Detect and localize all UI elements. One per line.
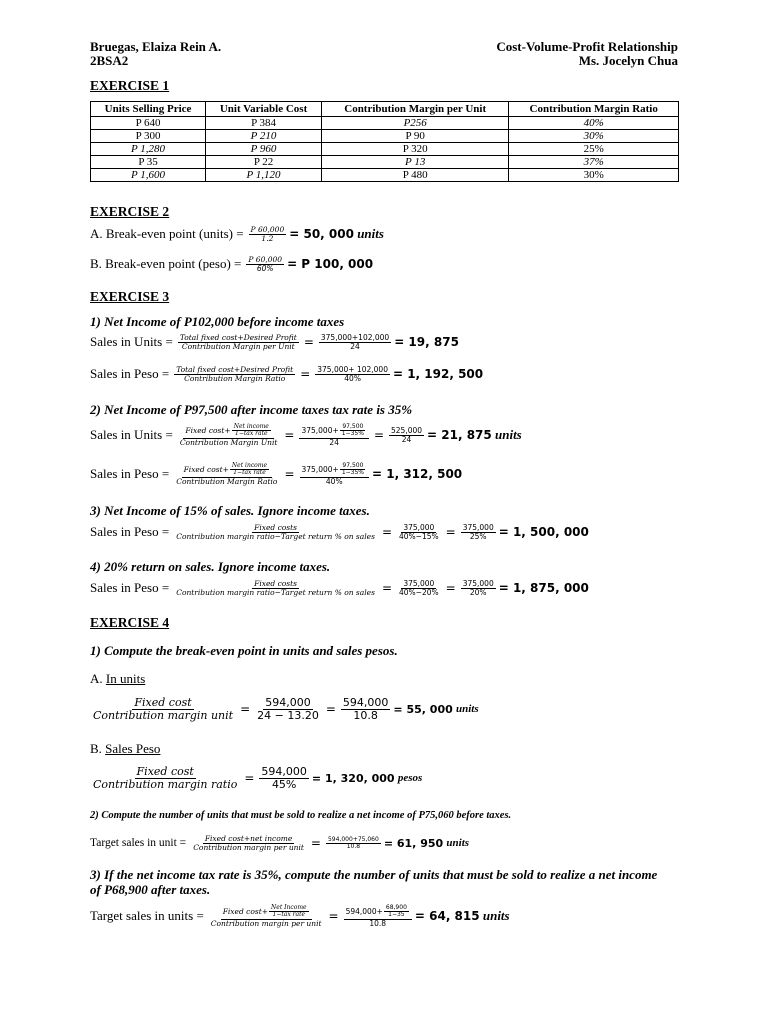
fixed-cost-value: 375,000+ <box>301 425 339 435</box>
numerator: P 60,000 <box>250 225 285 234</box>
numerator: Total fixed cost+Desired Profit <box>179 333 297 342</box>
equation-label: Sales in Peso = <box>90 580 170 596</box>
equals-sign: = <box>381 525 393 540</box>
equals-sign: = <box>310 836 321 851</box>
equals-sign: = <box>445 581 456 596</box>
nested-fraction <box>230 463 269 477</box>
numerator <box>221 905 312 920</box>
numerator: 594,000 <box>265 696 311 709</box>
table-cell: P 640 <box>91 117 206 130</box>
column-header: Units Selling Price <box>91 102 206 117</box>
denominator: 1−tax rate <box>235 430 268 438</box>
formula-fraction <box>174 463 279 485</box>
breakeven-peso-equation <box>90 256 373 273</box>
numerator: Net income <box>233 423 269 430</box>
table-cell: P 90 <box>322 130 509 143</box>
table-cell: P 384 <box>206 117 322 130</box>
equals-sign: = <box>325 702 336 717</box>
table-cell: P 35 <box>91 156 206 169</box>
result: = 1, 312, 500 <box>372 467 463 482</box>
equals-sign: = <box>240 702 251 717</box>
equals-sign: = <box>381 581 393 596</box>
result-unit: pesos <box>397 772 423 785</box>
exercise-4-title: EXERCISE 4 <box>90 615 170 630</box>
numerator <box>183 424 273 439</box>
denominator: 1−35% <box>341 469 364 477</box>
numerator: 97,500 <box>342 423 364 430</box>
table-cell: P 210 <box>206 130 322 143</box>
value-fraction <box>326 837 381 851</box>
value-fraction <box>299 424 369 446</box>
result-unit: units <box>456 703 479 716</box>
table-cell: P 320 <box>322 143 509 156</box>
denominator: Contribution Margin per Unit <box>181 341 295 351</box>
denominator: 24 <box>329 437 339 447</box>
denominator: Contribution Margin Ratio <box>176 476 278 486</box>
formula-fraction <box>174 366 295 383</box>
denominator: Contribution Margin Ratio <box>184 373 286 383</box>
table-cell: P 22 <box>206 156 322 169</box>
heading-text: Sales Peso <box>105 741 161 756</box>
numerator: 594,000 <box>342 696 389 709</box>
numerator: Fixed cost <box>134 696 192 709</box>
table-cell: P 13 <box>322 156 509 169</box>
heading-prefix: B. <box>90 741 106 756</box>
denominator: 45% <box>271 777 297 791</box>
fixed-cost-term: Fixed cost+ <box>185 425 231 435</box>
formula-fraction <box>174 524 377 541</box>
question-heading-line-2: of P68,900 after taxes. <box>90 882 211 897</box>
equation-label: Sales in Peso = <box>90 466 170 482</box>
denominator: 10.8 <box>346 842 361 850</box>
formula-fraction <box>178 424 280 446</box>
nested-fraction <box>340 463 366 477</box>
fixed-cost-term: Fixed cost+ <box>222 906 269 916</box>
result: = 61, 950 <box>383 836 444 850</box>
equation-label: A. Break-even point (units) = <box>90 226 244 242</box>
value-fraction <box>344 905 412 927</box>
denominator: Contribution margin unit <box>93 708 234 722</box>
breakeven-units-equation <box>88 697 479 721</box>
numerator <box>299 424 369 439</box>
result: = 64, 815 <box>414 909 480 924</box>
column-header: Contribution Margin Ratio <box>509 102 679 117</box>
value-fraction <box>255 697 321 721</box>
table-row <box>91 143 679 156</box>
denominator: 40% <box>325 476 343 486</box>
denominator: Contribution margin ratio−Target return % on sales <box>176 531 375 541</box>
equals-sign: = <box>300 367 311 382</box>
result-unit: units <box>495 427 522 443</box>
result-unit: units <box>446 837 470 850</box>
fixed-cost-value: 594,000+ <box>345 906 383 916</box>
table-cell: P 1,280 <box>91 143 206 156</box>
nested-fraction <box>340 424 366 438</box>
sales-peso-heading <box>90 741 160 757</box>
q2-target-sales-equation <box>90 835 469 852</box>
numerator: 375,000 <box>462 579 494 588</box>
q3-target-sales-equation <box>90 905 510 927</box>
numerator: Total fixed cost+Desired Profit <box>176 365 294 374</box>
numerator: 68,900 <box>385 904 407 911</box>
denominator: Contribution margin per unit <box>193 842 304 852</box>
question-heading: 2) Compute the number of units that must be sold to realize a net income of P75,060 before taxes. <box>90 810 512 821</box>
q2-sales-units-equation <box>90 424 522 446</box>
table-cell: 40% <box>509 117 679 130</box>
denominator: 1−35 <box>388 911 405 919</box>
value-fraction <box>319 334 391 351</box>
in-units-heading <box>90 671 145 687</box>
numerator: 97,500 <box>342 462 364 469</box>
numerator <box>182 463 272 478</box>
q3-sales-peso-equation <box>90 524 589 541</box>
table-cell: P 1,120 <box>206 169 322 182</box>
question-heading: 2) Net Income of P97,500 after income taxes tax rate is 35% <box>90 402 413 417</box>
denominator: Contribution margin ratio−Target return % on sales <box>176 587 375 597</box>
table-cell: P 960 <box>206 143 322 156</box>
denominator: 24 <box>350 341 360 351</box>
result: = 50, 000 <box>289 227 354 242</box>
denominator: 24 <box>401 434 412 444</box>
table-row <box>91 130 679 143</box>
value-fraction <box>315 366 390 383</box>
table-row <box>91 156 679 169</box>
question-heading: 4) 20% return on sales. Ignore income taxes. <box>90 559 331 574</box>
denominator: 40%−15% <box>399 531 439 541</box>
heading-prefix: A. <box>90 671 106 686</box>
numerator: 375,000 <box>462 523 494 532</box>
student-section: 2BSA2 <box>90 53 129 68</box>
fraction <box>246 256 284 273</box>
student-name: Bruegas, Elaiza Rein A. <box>90 39 222 54</box>
equals-sign: = <box>445 525 456 540</box>
topic-title: Cost-Volume-Profit Relationship <box>496 39 678 54</box>
table-header-row <box>91 102 679 117</box>
nested-fraction <box>232 424 271 438</box>
result: = 1, 192, 500 <box>392 367 484 382</box>
equation-label: Sales in Peso = <box>90 524 170 540</box>
table-cell: 25% <box>509 143 679 156</box>
contribution-margin-table <box>90 101 679 182</box>
breakeven-units-equation <box>90 226 384 243</box>
numerator: Net Income <box>271 904 307 911</box>
numerator: 375,000+ 102,000 <box>317 365 388 374</box>
denominator: 10.8 <box>353 708 378 722</box>
table-cell: 37% <box>509 156 679 169</box>
denominator: 24 − 13.20 <box>257 708 319 722</box>
instructor-name: Ms. Jocelyn Chua <box>578 53 678 68</box>
denominator: 1−tax rate <box>233 469 266 477</box>
result-unit: units <box>482 908 510 924</box>
numerator <box>344 905 412 920</box>
denominator: 20% <box>469 587 487 597</box>
value-fraction <box>259 766 309 790</box>
question-heading: 1) Net Income of P102,000 before income taxes <box>90 314 345 329</box>
equation-label: Sales in Peso = <box>90 366 170 382</box>
numerator <box>300 463 370 478</box>
table-cell: P256 <box>322 117 509 130</box>
denominator: 40%−20% <box>399 587 439 597</box>
numerator: Fixed cost <box>136 765 194 778</box>
q1-sales-units-equation <box>90 334 459 351</box>
table-cell: P 1,600 <box>91 169 206 182</box>
equals-sign: = <box>328 909 339 924</box>
breakeven-peso-equation <box>88 766 422 790</box>
equals-sign: = <box>284 467 295 482</box>
result: = 19, 875 <box>394 335 459 350</box>
value-fraction <box>461 580 496 597</box>
formula-fraction <box>191 835 306 852</box>
q1-sales-peso-equation <box>90 366 483 383</box>
result: = P 100, 000 <box>287 257 374 272</box>
table-row <box>91 117 679 130</box>
value-fraction <box>341 697 391 721</box>
result: = 55, 000 <box>393 702 453 716</box>
question-heading-line-1: 3) If the net income tax rate is 35%, compute the number of units that must be sold to realize a net income <box>90 867 658 882</box>
numerator: 375,000+102,000 <box>320 333 390 342</box>
numerator: 525,000 <box>391 425 423 435</box>
result: = 1, 500, 000 <box>498 525 589 540</box>
numerator: Fixed costs <box>254 523 298 532</box>
formula-fraction <box>91 697 235 721</box>
nested-fraction <box>384 905 409 919</box>
value-fraction <box>397 580 441 597</box>
q2-sales-peso-equation <box>90 463 462 485</box>
table-cell: P 480 <box>322 169 509 182</box>
table-cell: 30% <box>509 130 679 143</box>
numerator: 594,000+75,060 <box>327 835 379 843</box>
equation-label: Sales in Units = <box>90 334 173 350</box>
denominator: Contribution margin per unit <box>210 918 322 928</box>
result: = 1, 875, 000 <box>498 581 589 596</box>
formula-fraction <box>178 334 299 351</box>
table-row <box>91 169 679 182</box>
result: = 21, 875 <box>427 428 492 443</box>
value-fraction <box>389 427 424 444</box>
value-fraction <box>397 524 441 541</box>
numerator: Fixed costs <box>254 579 298 588</box>
denominator: Contribution Margin Unit <box>179 437 278 447</box>
numerator: P 60,000 <box>248 255 283 264</box>
denominator: 10.8 <box>369 918 387 928</box>
table-cell: P 300 <box>91 130 206 143</box>
denominator: 25% <box>469 531 487 541</box>
formula-fraction <box>174 580 377 597</box>
denominator: 40% <box>344 373 361 383</box>
table-cell: 30% <box>509 169 679 182</box>
formula-fraction <box>209 905 324 927</box>
numerator: 375,000 <box>403 579 435 588</box>
equals-sign: = <box>244 771 255 786</box>
formula-fraction <box>91 766 239 790</box>
q4-sales-peso-equation <box>90 580 589 597</box>
equation-label: B. Break-even point (peso) = <box>90 256 242 272</box>
numerator: 594,000 <box>261 765 307 778</box>
denominator: 60% <box>256 263 274 273</box>
heading-text: In units <box>105 671 146 686</box>
denominator: 1.2 <box>261 233 274 243</box>
equation-label: Target sales in unit = <box>90 837 187 850</box>
fraction <box>249 226 287 243</box>
result-unit: units <box>357 226 384 242</box>
exercise-2-title: EXERCISE 2 <box>90 204 170 219</box>
question-heading: 3) Net Income of 15% of sales. Ignore income taxes. <box>90 503 370 518</box>
denominator: 1−35% <box>341 430 364 438</box>
exercise-1-title: EXERCISE 1 <box>90 78 170 93</box>
value-fraction <box>300 463 370 485</box>
denominator: Contribution margin ratio <box>93 777 238 791</box>
nested-fraction <box>269 905 309 919</box>
numerator: Fixed cost+net income <box>204 834 293 843</box>
denominator: 1−tax rate <box>272 911 306 919</box>
equation-label: Target sales in units = <box>90 908 204 924</box>
column-header: Unit Variable Cost <box>206 102 322 117</box>
fixed-cost-value: 375,000+ <box>301 464 339 474</box>
result: = 1, 320, 000 <box>311 771 395 785</box>
equation-label: Sales in Units = <box>90 427 173 443</box>
equals-sign: = <box>303 335 314 350</box>
equals-sign: = <box>373 428 385 443</box>
column-header: Contribution Margin per Unit <box>322 102 509 117</box>
numerator: 375,000 <box>403 523 435 532</box>
numerator: Net income <box>231 462 268 469</box>
value-fraction <box>461 524 496 541</box>
question-heading: 1) Compute the break-even point in units and sales pesos. <box>90 643 398 658</box>
fixed-cost-term: Fixed cost+ <box>183 464 229 474</box>
equals-sign: = <box>284 428 295 443</box>
exercise-3-title: EXERCISE 3 <box>90 289 170 304</box>
